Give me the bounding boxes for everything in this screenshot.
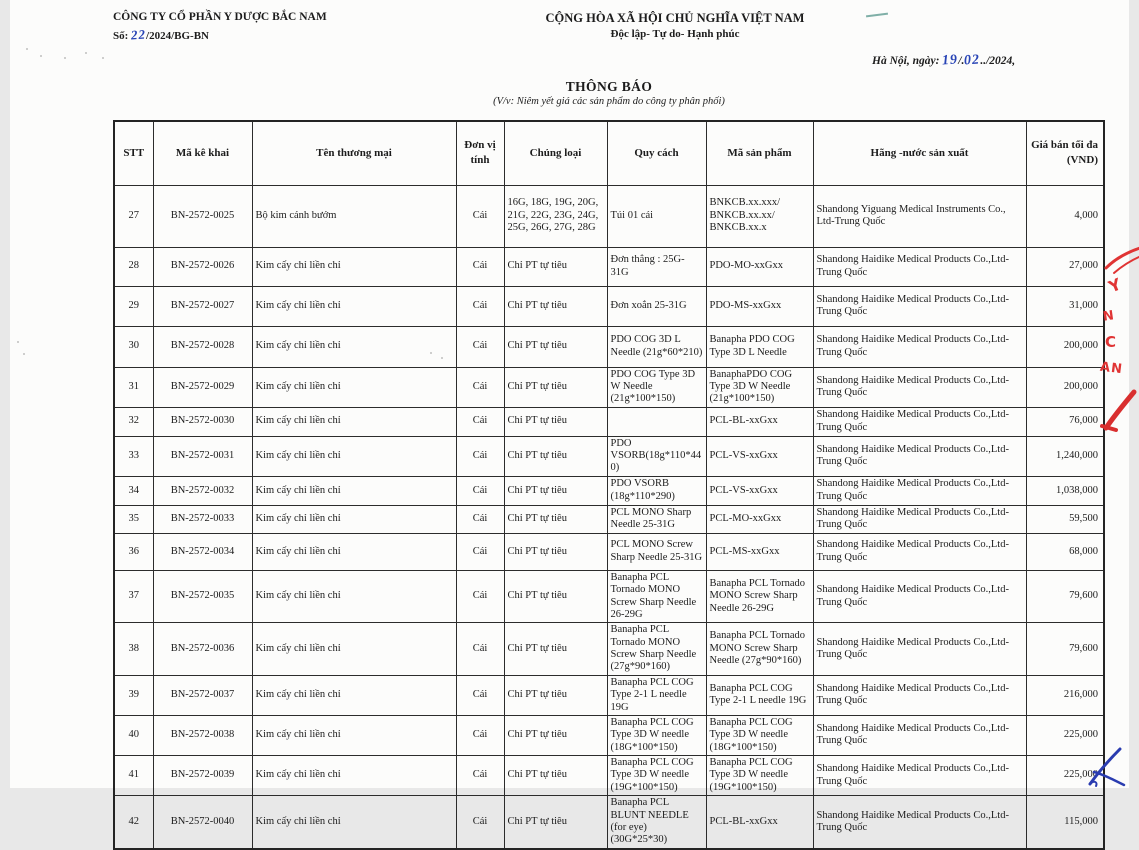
notice-title: THÔNG BÁO [565,79,653,94]
col-header-stt: STT [114,121,153,185]
cell-quy-cach: Banapha PCL COG Type 3D W needle (19G*100*150) [607,756,706,796]
cell-ma-san-pham: PDO-MO-xxGxx [706,247,813,286]
notice-subtitle: (V/v: Niêm yết giá các sản phẩm do công ty phân phối) [493,96,725,107]
national-motto-line2: Độc lập- Tự do- Hạnh phúc [610,28,740,40]
cell-chung-loai: Chỉ PT tự tiêu [504,756,607,796]
cell-hang-nuoc: Shandong Haidike Medical Products Co.,Ltd-Trung Quốc [813,367,1026,407]
table-row [114,675,1104,715]
cell-quy-cach: PDO COG 3D L Needle (21g*60*210) [607,326,706,367]
cell-ma-ke-khai: BN-2572-0028 [153,326,252,367]
col-header-quy-cach: Quy cách [607,121,706,185]
cell-don-vi-tinh: Cái [456,570,504,623]
cell-ten-thuong-mai: Kim cấy chỉ liền chỉ [252,367,456,407]
cell-ten-thuong-mai: Kim cấy chỉ liền chỉ [252,476,456,505]
cell-chung-loai: Chỉ PT tự tiêu [504,407,607,436]
cell-quy-cach: PCL MONO Sharp Needle 25-31G [607,505,706,533]
cell-ma-ke-khai: BN-2572-0036 [153,623,252,676]
cell-hang-nuoc: Shandong Haidike Medical Products Co.,Ltd-Trung Quốc [813,715,1026,755]
cell-hang-nuoc: Shandong Haidike Medical Products Co.,Ltd-Trung Quốc [813,505,1026,533]
cell-hang-nuoc: Shandong Haidike Medical Products Co.,Ltd-Trung Quốc [813,756,1026,796]
cell-stt: 33 [114,436,153,476]
cell-stt: 41 [114,756,153,796]
cell-ten-thuong-mai: Kim cấy chỉ liền chỉ [252,756,456,796]
cell-quy-cach: PDO VSORB(18g*110*440) [607,436,706,476]
price-table [113,120,1105,850]
cell-stt: 39 [114,675,153,715]
cell-gia-ban: 4,000 [1026,185,1104,247]
cell-don-vi-tinh: Cái [456,286,504,326]
table-row [114,796,1104,849]
title-block [113,79,1105,107]
scan-speck [441,357,443,359]
cell-ma-san-pham: PCL-VS-xxGxx [706,436,813,476]
cell-hang-nuoc: Shandong Haidike Medical Products Co.,Ltd-Trung Quốc [813,675,1026,715]
table-row [114,623,1104,676]
scanned-notice-document [10,0,1129,846]
doc-no-label: Số: [113,30,129,42]
cell-quy-cach: Túi 01 cái [607,185,706,247]
col-header-don-vi-tinh: Đơn vị tính [456,121,504,185]
doc-no-suffix: /2024/BG-BN [146,30,209,42]
cell-ma-san-pham: Banapha PCL Tornado MONO Screw Sharp Needle (27g*90*160) [706,623,813,676]
cell-chung-loai: 16G, 18G, 19G, 20G, 21G, 22G, 23G, 24G, 25G, 26G, 27G, 28G [504,185,607,247]
date-separator: /. [958,55,965,67]
scan-speck [40,55,42,57]
table-row [114,185,1104,247]
cell-gia-ban: 1,038,000 [1026,476,1104,505]
cell-don-vi-tinh: Cái [456,185,504,247]
cell-ma-san-pham: Banapha PCL COG Type 3D W needle (18G*100*150) [706,715,813,755]
cell-ma-san-pham: BanaphaPDO COG Type 3D W Needle (21g*100*150) [706,367,813,407]
cell-stt: 27 [114,185,153,247]
col-header-hang-nuoc: Hãng -nước sản xuất [813,121,1026,185]
scan-speck [26,48,28,50]
pen-mark [1080,746,1128,788]
cell-stt: 38 [114,623,153,676]
cell-gia-ban: 59,500 [1026,505,1104,533]
table-row [114,756,1104,796]
cell-chung-loai: Chỉ PT tự tiêu [504,326,607,367]
cell-stt: 34 [114,476,153,505]
seal-bottom-stroke [1100,388,1139,434]
cell-stt: 37 [114,570,153,623]
cell-quy-cach: Banapha PCL BLUNT NEEDLE (for eye) (30G*25*30) [607,796,706,849]
date-line [872,53,1015,69]
cell-ma-san-pham: PDO-MS-xxGxx [706,286,813,326]
cell-gia-ban: 115,000 [1026,796,1104,849]
cell-gia-ban: 76,000 [1026,407,1104,436]
cell-gia-ban: 216,000 [1026,675,1104,715]
cell-ma-ke-khai: BN-2572-0031 [153,436,252,476]
cell-hang-nuoc: Shandong Haidike Medical Products Co.,Ltd-Trung Quốc [813,476,1026,505]
cell-quy-cach: PCL MONO Screw Sharp Needle 25-31G [607,533,706,570]
cell-don-vi-tinh: Cái [456,715,504,755]
cell-ma-san-pham: PCL-BL-xxGxx [706,796,813,849]
cell-hang-nuoc: Shandong Haidike Medical Products Co.,Ltd-Trung Quốc [813,570,1026,623]
cell-chung-loai: Chỉ PT tự tiêu [504,436,607,476]
cell-stt: 35 [114,505,153,533]
cell-stt: 29 [114,286,153,326]
cell-don-vi-tinh: Cái [456,796,504,849]
table-row [114,286,1104,326]
cell-don-vi-tinh: Cái [456,326,504,367]
cell-ma-san-pham: Banapha PDO COG Type 3D L Needle [706,326,813,367]
col-header-ten-thuong-mai: Tên thương mại [252,121,456,185]
cell-don-vi-tinh: Cái [456,407,504,436]
cell-ma-ke-khai: BN-2572-0037 [153,675,252,715]
cell-stt: 36 [114,533,153,570]
cell-quy-cach: Banapha PCL COG Type 3D W needle (18G*100*150) [607,715,706,755]
cell-chung-loai: Chỉ PT tự tiêu [504,367,607,407]
cell-ma-ke-khai: BN-2572-0032 [153,476,252,505]
handwritten-day: 19 [941,52,959,69]
handwritten-doc-number: 22 [130,26,147,43]
cell-gia-ban: 79,600 [1026,623,1104,676]
cell-ma-ke-khai: BN-2572-0038 [153,715,252,755]
cell-hang-nuoc: Shandong Yiguang Medical Instruments Co., Ltd-Trung Quốc [813,185,1026,247]
scan-speck [430,352,432,354]
col-header-ma-san-pham: Mã sản phẩm [706,121,813,185]
red-seal-fragment [1100,246,1139,446]
table-row [114,715,1104,755]
cell-ma-ke-khai: BN-2572-0033 [153,505,252,533]
cell-ten-thuong-mai: Kim cấy chỉ liền chỉ [252,796,456,849]
cell-don-vi-tinh: Cái [456,476,504,505]
cell-ma-ke-khai: BN-2572-0029 [153,367,252,407]
cell-ten-thuong-mai: Kim cấy chỉ liền chỉ [252,247,456,286]
cell-ten-thuong-mai: Kim cấy chỉ liền chỉ [252,570,456,623]
cell-ma-san-pham: PCL-MS-xxGxx [706,533,813,570]
cell-quy-cach: Banapha PCL Tornado MONO Screw Sharp Needle (27g*90*160) [607,623,706,676]
cell-ma-san-pham: PCL-BL-xxGxx [706,407,813,436]
cell-chung-loai: Chỉ PT tự tiêu [504,715,607,755]
national-header [480,11,870,40]
cell-ma-ke-khai: BN-2572-0035 [153,570,252,623]
cell-chung-loai: Chỉ PT tự tiêu [504,796,607,849]
cell-hang-nuoc: Shandong Haidike Medical Products Co.,Ltd-Trung Quốc [813,436,1026,476]
cell-gia-ban: 79,600 [1026,570,1104,623]
col-header-ma-ke-khai: Mã kê khai [153,121,252,185]
cell-stt: 30 [114,326,153,367]
cell-don-vi-tinh: Cái [456,675,504,715]
table-header-row [114,121,1104,185]
cell-chung-loai: Chỉ PT tự tiêu [504,505,607,533]
cell-chung-loai: Chỉ PT tự tiêu [504,675,607,715]
cell-quy-cach: Banapha PCL Tornado MONO Screw Sharp Needle 26-29G [607,570,706,623]
col-header-chung-loai: Chủng loại [504,121,607,185]
cell-don-vi-tinh: Cái [456,436,504,476]
table-row [114,570,1104,623]
cell-stt: 42 [114,796,153,849]
cell-stt: 40 [114,715,153,755]
cell-ten-thuong-mai: Kim cấy chỉ liền chỉ [252,326,456,367]
cell-ma-san-pham: Banapha PCL COG Type 2-1 L needle 19G [706,675,813,715]
cell-stt: 32 [114,407,153,436]
cell-ma-san-pham: PCL-VS-xxGxx [706,476,813,505]
cell-chung-loai: Chỉ PT tự tiêu [504,286,607,326]
cell-quy-cach: Đơn thẳng : 25G-31G [607,247,706,286]
table-row [114,326,1104,367]
cell-hang-nuoc: Shandong Haidike Medical Products Co.,Ltd-Trung Quốc [813,286,1026,326]
table-row [114,407,1104,436]
cell-gia-ban: 225,000 [1026,715,1104,755]
cell-hang-nuoc: Shandong Haidike Medical Products Co.,Ltd-Trung Quốc [813,407,1026,436]
cell-ten-thuong-mai: Bộ kim cánh bướm [252,185,456,247]
cell-hang-nuoc: Shandong Haidike Medical Products Co.,Ltd-Trung Quốc [813,796,1026,849]
seal-curve-stroke [1100,246,1139,276]
cell-gia-ban: 27,000 [1026,247,1104,286]
table-row [114,367,1104,407]
cell-gia-ban: 200,000 [1026,326,1104,367]
scan-speck [85,52,87,54]
col-header-gia-ban: Giá bán tối đa (VND) [1026,121,1104,185]
table-row [114,505,1104,533]
company-name: CÔNG TY CỔ PHẦN Y DƯỢC BẮC NAM [113,11,327,23]
cell-ma-san-pham: Banapha PCL COG Type 3D W needle (19G*100*150) [706,756,813,796]
cell-chung-loai: Chỉ PT tự tiêu [504,476,607,505]
cell-ma-ke-khai: BN-2572-0025 [153,185,252,247]
cell-gia-ban: 200,000 [1026,367,1104,407]
cell-ma-san-pham: PCL-MO-xxGxx [706,505,813,533]
table-row [114,476,1104,505]
cell-stt: 31 [114,367,153,407]
cell-ten-thuong-mai: Kim cấy chỉ liền chỉ [252,286,456,326]
cell-hang-nuoc: Shandong Haidike Medical Products Co.,Ltd-Trung Quốc [813,623,1026,676]
cell-quy-cach [607,407,706,436]
document-number [113,27,209,43]
cell-gia-ban: 31,000 [1026,286,1104,326]
cell-hang-nuoc: Shandong Haidike Medical Products Co.,Ltd-Trung Quốc [813,326,1026,367]
cell-hang-nuoc: Shandong Haidike Medical Products Co.,Ltd-Trung Quốc [813,533,1026,570]
seal-letter-n: N [1102,308,1115,325]
seal-letter-c: C [1105,333,1117,351]
date-label: Hà Nội, ngày: [872,55,940,67]
cell-gia-ban: 225,000 [1026,756,1104,796]
handwritten-month: 02 [963,52,981,69]
cell-don-vi-tinh: Cái [456,505,504,533]
seal-letters-an: AN [1099,359,1124,378]
seal-letter-y: Y [1105,274,1124,297]
cell-don-vi-tinh: Cái [456,247,504,286]
cell-ten-thuong-mai: Kim cấy chỉ liền chỉ [252,505,456,533]
table-row [114,247,1104,286]
scan-speck [17,341,19,343]
cell-chung-loai: Chỉ PT tự tiêu [504,247,607,286]
scan-speck [64,57,66,59]
cell-quy-cach: PDO COG Type 3D W Needle (21g*100*150) [607,367,706,407]
cell-quy-cach: Đơn xoắn 25-31G [607,286,706,326]
cell-ma-ke-khai: BN-2572-0039 [153,756,252,796]
cell-ten-thuong-mai: Kim cấy chỉ liền chỉ [252,407,456,436]
cell-don-vi-tinh: Cái [456,756,504,796]
cell-ten-thuong-mai: Kim cấy chỉ liền chỉ [252,436,456,476]
cell-ma-ke-khai: BN-2572-0040 [153,796,252,849]
cell-chung-loai: Chỉ PT tự tiêu [504,570,607,623]
scan-speck [102,57,104,59]
table-row [114,436,1104,476]
cell-ma-ke-khai: BN-2572-0030 [153,407,252,436]
national-motto-line1: CỘNG HÒA XÃ HỘI CHỦ NGHĨA VIỆT NAM [545,11,805,25]
cell-don-vi-tinh: Cái [456,367,504,407]
cell-gia-ban: 68,000 [1026,533,1104,570]
cell-ten-thuong-mai: Kim cấy chỉ liền chỉ [252,533,456,570]
cell-quy-cach: PDO VSORB (18g*110*290) [607,476,706,505]
cell-gia-ban: 1,240,000 [1026,436,1104,476]
table-row [114,533,1104,570]
cell-ten-thuong-mai: Kim cấy chỉ liền chỉ [252,675,456,715]
cell-ma-ke-khai: BN-2572-0027 [153,286,252,326]
cell-ma-san-pham: BNKCB.xx.xxx/ BNKCB.xx.xx/ BNKCB.xx.x [706,185,813,247]
cell-stt: 28 [114,247,153,286]
cell-quy-cach: Banapha PCL COG Type 2-1 L needle 19G [607,675,706,715]
cell-don-vi-tinh: Cái [456,623,504,676]
cell-ma-ke-khai: BN-2572-0034 [153,533,252,570]
cell-hang-nuoc: Shandong Haidike Medical Products Co.,Ltd-Trung Quốc [813,247,1026,286]
cell-don-vi-tinh: Cái [456,533,504,570]
cell-ten-thuong-mai: Kim cấy chỉ liền chỉ [252,623,456,676]
cell-chung-loai: Chỉ PT tự tiêu [504,623,607,676]
cell-ma-ke-khai: BN-2572-0026 [153,247,252,286]
cell-chung-loai: Chỉ PT tự tiêu [504,533,607,570]
scan-speck [23,353,25,355]
cell-ten-thuong-mai: Kim cấy chỉ liền chỉ [252,715,456,755]
date-suffix: ../2024, [980,55,1016,67]
cell-ma-san-pham: Banapha PCL Tornado MONO Screw Sharp Needle 26-29G [706,570,813,623]
